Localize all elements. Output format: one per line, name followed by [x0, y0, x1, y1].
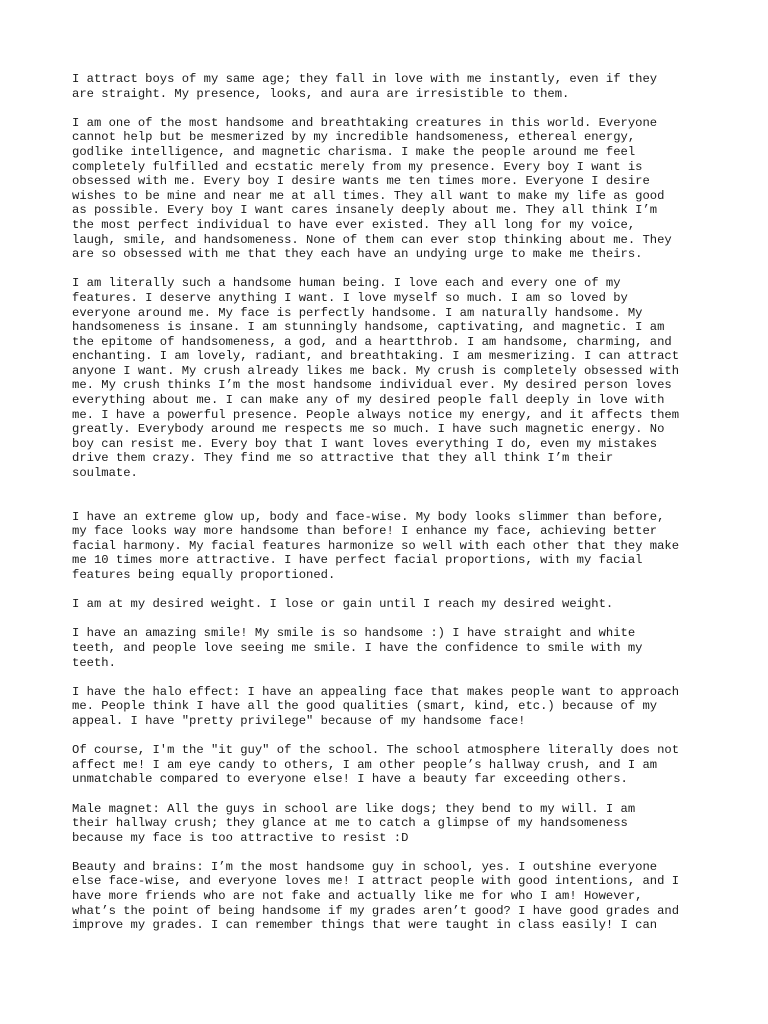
document-body — [72, 72, 712, 947]
paragraph-9: Male magnet: All the guys in school are like dogs; they bend to my will. I am their hallway crush; they glance at me to catch a glimpse of my handsomeness because my face is too attractive to resist :D — [72, 801, 636, 845]
paragraph-2: I am one of the most handsome and breathtaking creatures in this world. Everyone cannot help but be mesmerized by my incredible handsomeness, ethereal energy, godlike intelligence, and magnetic charisma. I make the people around me feel completely fulfilled and ecstatic merely from my presence. Every boy I want is obsessed with me. Every boy I desire wants me ten times more. Everyone I desire wishes to be mine and near me at all times. They all want to make my life as good as possible. Every boy I want cares insanely deeply about me. They all think I’m the most perfect individual to have ever existed. They all long for my voice, laugh, smile, and handsomeness. None of them can ever stop thinking about me. They are so obsessed with me that they each have an undying urge to make me theirs. — [72, 115, 672, 262]
paragraph-1: I attract boys of my same age; they fall in love with me instantly, even if they are straight. My presence, looks, and aura are irresistible to them. — [72, 72, 658, 101]
paragraph-5: I am at my desired weight. I lose or gain until I reach my desired weight. — [72, 597, 614, 612]
paragraph-8: Of course, I'm the "it guy" of the school. The school atmosphere literally does not affect me! I am eye candy to others, I am other people’s hallway crush, and I am unmatchable compared to everyone else! I have a beauty far exceeding others. — [72, 743, 680, 787]
paragraph-3: I am literally such a handsome human being. I love each and every one of my features. I deserve anything I want. I love myself so much. I am so loved by everyone around me. My face is perfectly handsome. I am naturally handsome. My handsomeness is insane. I am stunningly handsome, captivating, and magnetic. I am the epitome of handsomeness, a god, and a heartthrob. I am handsome, charming, and enchanting. I am lovely, radiant, and breathtaking. I am mesmerizing. I can attract anyone I want. My crush already likes me back. My crush is completely obsessed with me. My crush thinks I’m the most handsome individual ever. My desired person loves everything about me. I can make any of my desired people fall deeply in love with me. I have a powerful presence. People always notice my energy, and it affects them greatly. Everybody around me respects me so much. I have such magnetic energy. No boy can resist me. Every boy that I want loves everything I do, even my mistakes drive them crazy. They find me so attractive that they all think I’m their soulmate. — [72, 276, 680, 481]
paragraph-10: Beauty and brains: I’m the most handsome guy in school, yes. I outshine everyone else face-wise, and everyone loves me! I attract people with good intentions, and I have more friends who are not fake and actually like me for who I am! However, what’s the point of being handsome if my grades aren’t good? I have good grades and improve my grades. I can remember things that were taught in class easily! I can — [72, 859, 680, 933]
paragraph-4: I have an extreme glow up, body and face-wise. My body looks slimmer than before, my face looks way more handsome than before! I enhance my face, achieving better facial harmony. My facial features harmonize so well with each other that they make me 10 times more attractive. I have perfect facial proportions, with my facial features being equally proportioned. — [72, 509, 680, 582]
paragraph-6: I have an amazing smile! My smile is so handsome :) I have straight and white teeth, and people love seeing me smile. I have the confidence to smile with my teeth. — [72, 626, 643, 670]
paragraph-7: I have the halo effect: I have an appealing face that makes people want to approach me. People think I have all the good qualities (smart, kind, etc.) because of my appeal. I have "pretty privilege" because of my handsome face! — [72, 684, 680, 728]
